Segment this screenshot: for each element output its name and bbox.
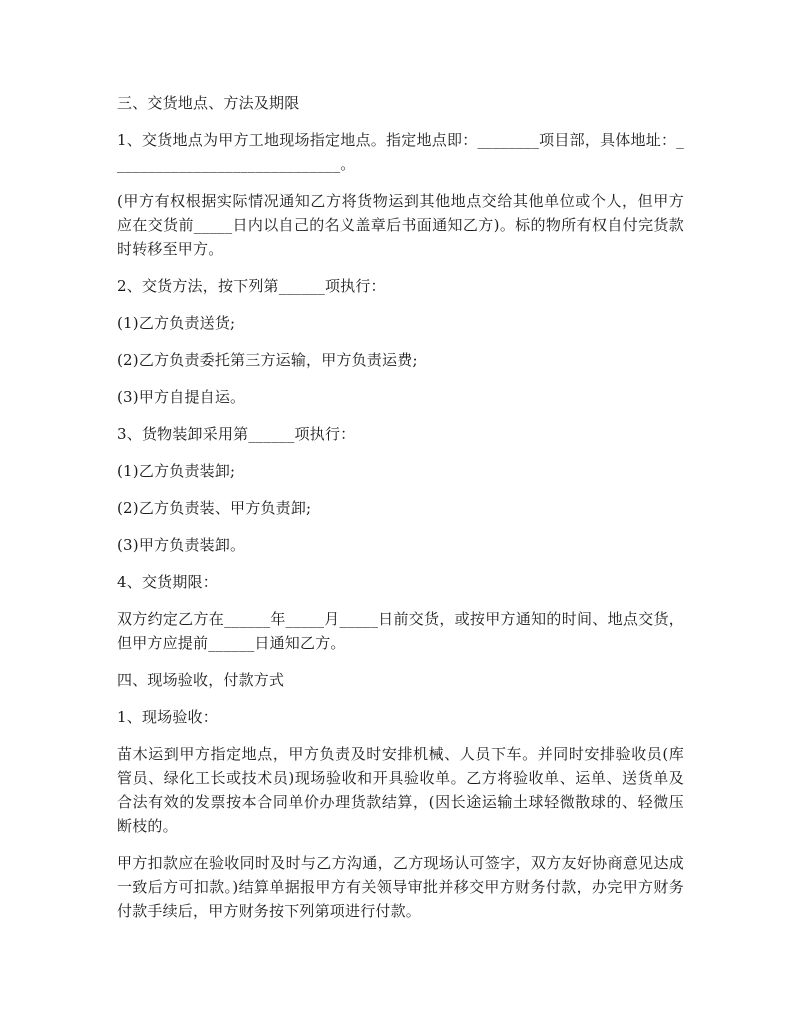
clause-delivery-period: 4、交货期限：	[117, 573, 218, 591]
loading-option-3: (3)甲方负责装卸。	[117, 536, 246, 554]
section-heading-delivery: 三、交货地点、方法及期限	[117, 94, 300, 112]
delivery-method-option-3: (3)甲方自提自运。	[117, 388, 246, 406]
document-body	[117, 91, 684, 936]
loading-option-2: (2)乙方负责装、甲方负责卸;	[117, 499, 312, 517]
clause-delivery-location: 1、交货地点为甲方工地现场指定地点。指定地点即：________项目部，具体地址：______________________________。	[117, 131, 684, 173]
loading-option-1: (1)乙方负责装卸;	[117, 462, 236, 480]
deduction-payment-text: 甲方扣款应在验收同时及时与乙方沟通，乙方现场认可签字，双方友好协商意见达成一致后方可扣款。)结算单据报甲方有关领导审批并移交甲方财务付款，办完甲方财务付款手续后，甲方财务按下列第项进行付款。	[117, 854, 684, 920]
clause-delivery-location-note: (甲方有权根据实际情况通知乙方将货物运到其他地点交给其他单位或个人，但甲方应在交货前_____日内以自己的名义盖章后书面通知乙方)。标的物所有权自付完货款时转移至甲方。	[117, 192, 684, 258]
section-heading-acceptance: 四、现场验收，付款方式	[117, 671, 285, 689]
delivery-method-option-1: (1)乙方负责送货;	[117, 314, 236, 332]
acceptance-procedure-text: 苗木运到甲方指定地点，甲方负责及时安排机械、人员下车。并同时安排验收员(库管员、绿化工长或技术员)现场验收和开具验收单。乙方将验收单、运单、送货单及合法有效的发票按本合同单价办理货款结算，(因长途运输土球轻微散球的、轻微压断枝的。	[117, 745, 684, 835]
delivery-method-option-2: (2)乙方负责委托第三方运输，甲方负责运费;	[117, 351, 418, 369]
clause-onsite-acceptance: 1、现场验收：	[117, 708, 218, 726]
clause-delivery-method: 2、交货方法，按下列第______项执行：	[117, 277, 386, 295]
clause-loading: 3、货物装卸采用第______项执行：	[117, 425, 356, 443]
delivery-period-text: 双方约定乙方在______年_____月_____日前交货，或按甲方通知的时间、地点交货，但甲方应提前______日通知乙方。	[117, 610, 684, 652]
